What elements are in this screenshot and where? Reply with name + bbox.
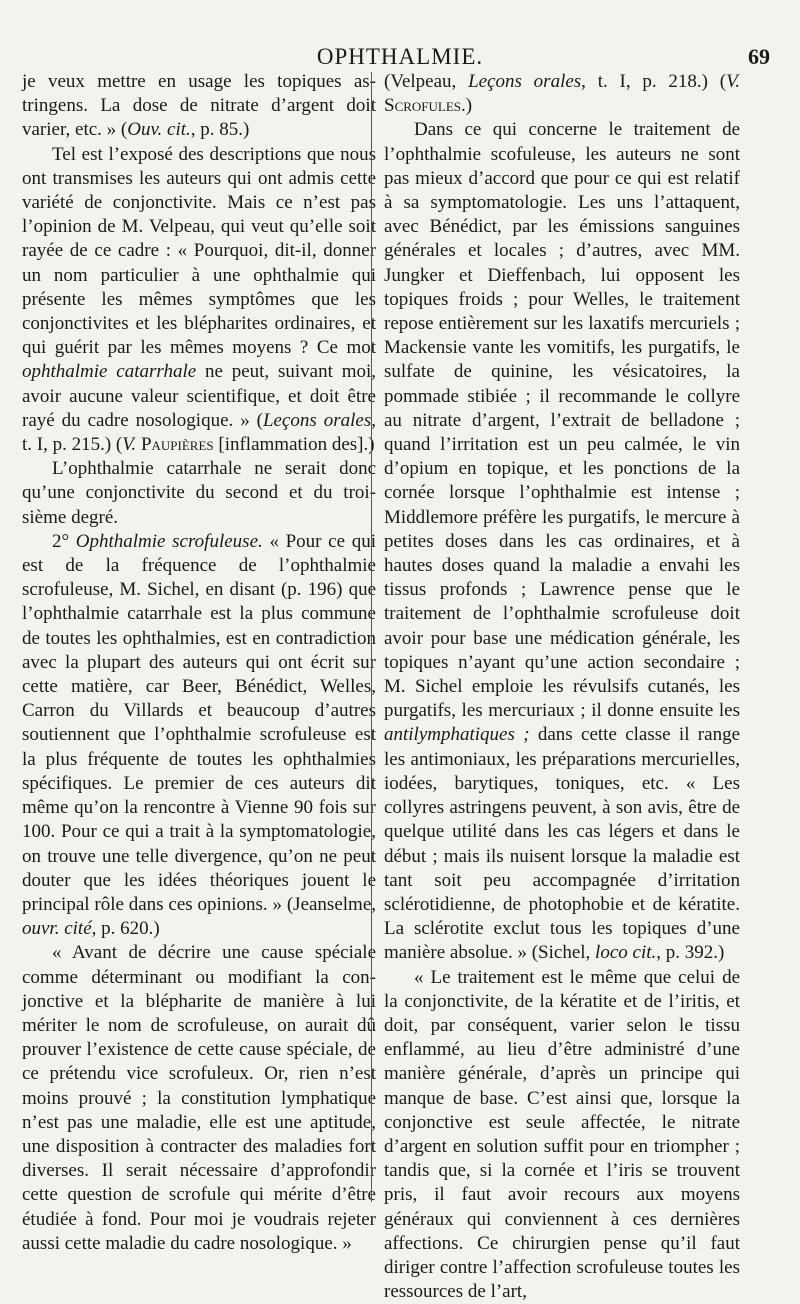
text-run: , t. I, p. 215.) (: [22, 409, 376, 456]
text-run: .): [461, 95, 473, 117]
text-run: je veux mettre en usage les topiques astringens. La dose de nitrate d’argent doit varier, etc. » (: [22, 71, 376, 141]
text-run: 2°: [52, 530, 76, 552]
text-run: « Le traitement est le même que celui de la conjonctivite, de la kératite et de l’iritis, et doit, par conséquent, varier selon le tissu enflammé, au lieu d’être administré d’une manière générale, d’après un principe qui manque de base. C’est ainsi que, lorsque la conjonctive est seule affectée, le nitrate d’argent en solution suffit pour en triompher ; tandis que, si la cornée et l’iris se trouvent pris, il faut avoir recours aux moyens généraux qui conviennent à ces dernières affections. Ce chirurgien pense qu’il faut diriger contre l’affection scrofuleuse toutes les ressources de l’art,: [384, 966, 740, 1303]
text-run: dans cette classe il range les antimoniaux, les préparations mercurielles, iodées, barytiques, toniques, etc. « Les collyres astringens peuvent, à son avis, être de quelque utilité dans les cas légers et dans le début ; mais ils nuisent lorsque la maladie est tant soit peu accompagnée d’irritation sclérotidienne, de photophobie et de kératite. La sclérotite exclut tous les topiques d’une manière absolue. » (Sichel,: [384, 724, 741, 964]
left-column: [22, 70, 376, 1256]
text-run: « Pour ce qui est de la fréquence de l’ophthalmie scrofuleuse, M. Sichel, en disant (p. 196) que l’ophthalmie catarrhale est la plus commune de toutes les ophthalmies, est en contradiction avec la plupart des auteurs qui ont écrit sur cette matière, car Beer, Bénédict, Welles, Carron du Villards et beaucoup d’autres soutiennent que l’ophthalmie scrofuleuse est la plus fréquente de toutes les ophthalmies spécifiques. Le premier de ces auteurs dit même qu’on la rencontre à Vienne 90 fois sur 100. Pour ce qui a trait à la symptomatologie, on trouve une telle divergence, qu’on ne peut douter que les idées théoriques jouent le principal rôle dans ces opinions. » (Jeanselme,: [22, 530, 377, 915]
paragraph: [384, 966, 740, 1304]
paragraph: [22, 143, 376, 458]
text-run: , p. 392.): [656, 942, 725, 964]
paragraph: [22, 457, 376, 530]
text-run: « Avant de décrire une cause spéciale comme déterminant ou modifiant la conjonctive et la blépharite de manière à lui mériter le nom de scrofuleuse, on aurait dû prouver l’existence de cette cause spéciale, de ce prétendu vice scrofuleux. Or, rien n’est moins prouvé ; la constitution lymphatique n’est pas une maladie, elle est une aptitude, une disposition à contracter des maladies fort diverses. Il serait nécessaire d’approfondir cette question de scrofule qui mérite d’être étudiée à fond. Pour moi je voudrais rejeter aussi cette maladie du cadre nosologique. »: [22, 942, 376, 1254]
text-run: , t. I, p. 218.) (: [581, 71, 727, 92]
italic-text: loco cit.: [595, 942, 657, 964]
italic-text: Ouv. cit.: [127, 119, 191, 141]
paragraph: [384, 118, 740, 965]
text-run: (Velpeau,: [384, 71, 469, 92]
italic-text: V.: [122, 434, 137, 456]
paragraph: [384, 70, 740, 118]
page-header: [0, 40, 800, 70]
paragraph: [22, 70, 376, 143]
small-caps-text: Paupières: [140, 434, 214, 456]
italic-text: ophthalmie catarrhale: [22, 361, 197, 383]
italic-text: Leçons orales: [262, 409, 372, 431]
page-number: 69: [748, 44, 770, 69]
paragraph: [22, 530, 376, 941]
small-caps-text: Scrofules: [384, 95, 462, 117]
italic-text: Leçons orales: [468, 71, 582, 92]
text-run: Dans ce qui concerne le traitement de l’ophthalmie scofuleuse, les auteurs ne sont pas mieux d’accord que pour ce qui est relatif à sa symptomatologie. Les uns l’attaquent, avec Bénédict, par les émissions sanguines générales et locales ; d’autres, avec MM. Jungker et Dieffenbach, lui opposent les topiques froids ; pour Welles, le traitement repose entièrement sur les laxatifs mercuriels ; Mackensie vante les vomitifs, les purgatifs, le sulfate de quinine, les vésicatoires, la pommade stibiée ; il recommande le collyre au nitrate d’argent, l’extrait de belladone ; quand l’irritation est un peu calmée, le vin d’opium en topique, et les ponctions de la cornée lorsque l’ophthalmie est intense ; Middlemore préfère les purgatifs, le mercure à petites doses dans les cas ordinaires, et à hautes doses quand la maladie a envahi les tissus profonds ; Lawrence pense que le traitement de l’ophthalmie scrofuleuse doit avoir pour base une médication générale, les topiques n’ayant qu’une action secondaire ; M. Sichel emploie les révulsifs cutanés, les purgatifs, les mercuriaux ; il donne ensuite les: [384, 119, 740, 722]
italic-text: antilymphatiques ;: [384, 724, 530, 746]
column-divider: [371, 72, 372, 1202]
text-run: , p. 620.): [91, 918, 160, 940]
italic-text: Ophthalmie scrofuleuse.: [75, 530, 263, 552]
text-run: ne peut, suivant moi, avoir aucune valeur scientifique, et doit être rayé du cadre nosologique. » (: [22, 361, 376, 431]
italic-text: ouvr. cité: [22, 918, 92, 940]
paragraph: [22, 941, 376, 1256]
italic-text: V.: [726, 71, 740, 92]
right-column: [384, 70, 740, 1304]
text-run: L’ophthalmie catarrhale ne serait donc qu’une conjonctivite du second et du troisième degré.: [22, 458, 376, 528]
text-run: Tel est l’exposé des descriptions que nous ont transmises les auteurs qui ont admis cette variété de conjonctivite. Mais ce n’est pas l’opinion de M. Velpeau, qui veut qu’elle soit rayée de ce cadre : « Pourquoi, dit-il, donner un nom particulier à une ophthalmie qui présente les mêmes symptômes que les conjonctivites et les blépharites ordinaires, et qui guérit par les mêmes moyens ? Ce mot: [22, 143, 376, 359]
text-run: [inflammation des].): [213, 434, 375, 456]
running-title: OPHTHALMIE.: [316, 44, 484, 69]
text-run: , p. 85.): [190, 119, 250, 141]
